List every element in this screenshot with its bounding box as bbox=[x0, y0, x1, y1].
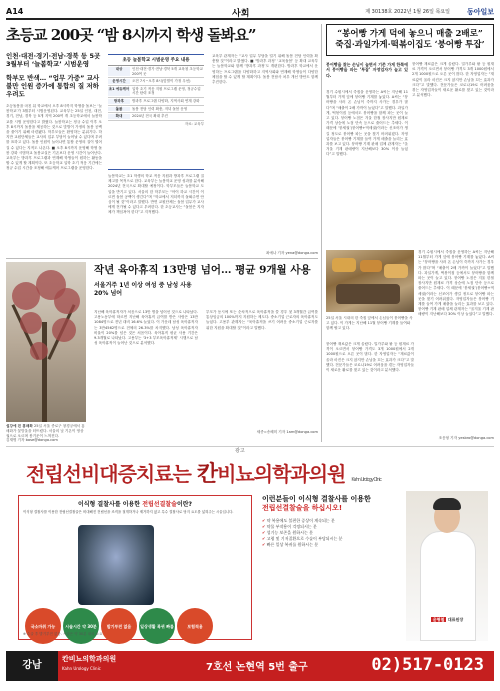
ad-footer-bar bbox=[6, 651, 494, 681]
clinic-phone[interactable]: 02)517-0123 bbox=[371, 655, 484, 675]
benefit-circle: 일상생활 복귀 빠름 bbox=[139, 608, 175, 644]
right-body-col2: 붕어빵 재료값은 크게 올랐다. 밀가루와 팥 등 원재료 가격이 오르면서 붕어빵 가격도 3개 1000원에서 2개 1000원으로 오른 곳이 많다. 한 자영업자는 “재료값이 올라 마진은 크지 않지만 손님을 끄는 효과가 크다”고 말했다. 전문가들은 코로나19로 어려움을 겪는 자영업자들이 새로운 활로를 찾고 있는 것이라고 분석했다. bbox=[412, 62, 494, 98]
checklist-item: ✔ 약물 부작용이 걱정되시는 분 bbox=[262, 524, 402, 530]
ad-tag: 광고 bbox=[232, 447, 248, 454]
mid-subhead: 서울거주 1년 이상 여성 중 남성 사용 20% 넘어 bbox=[94, 282, 192, 297]
blossom-byline: 김재명 기자 base@donga.com bbox=[6, 438, 58, 442]
doctor-name: 윤형철 대표원장 bbox=[432, 617, 464, 622]
page-number: A14 bbox=[6, 7, 24, 16]
right-body-col4: 붕어빵 재료값은 크게 올랐다. 밀가루와 팥 등 원재료 가격이 오르면서 붕어빵 가격도 3개 1000원에서 2개 1000원으로 오른 곳이 많다. 한 자영업자는 “재료값이 올라 마진은 크지 않지만 손님을 끄는 효과가 크다”고 말했다. 전문가들은 코로나19로 어려움을 겪는 자영업자들이 새로운 활로를 찾고 있는 것이라고 분석했다. bbox=[326, 342, 414, 373]
table-row: 방과후 방과후 프로그램 다양화, 지역사회 연계 강화 bbox=[108, 98, 204, 106]
table-row: 운영시간 오전 7시~오후 8시(맞벌이 가정 우선) bbox=[108, 78, 204, 86]
table-row: 초1 에듀케어 입학 초기 적응 지원 프로그램 운영, 정규수업 시간 탄력 조정 bbox=[108, 86, 204, 98]
column-divider bbox=[321, 24, 322, 442]
main-subhead-2: 학부모 반색… “업무 가중” 교사 불만 인원 증가에 통합의 질 저하 우려도 bbox=[6, 74, 100, 98]
main-body-col1: 초등돌봄을 마친 뒤 학교에서 오후 8시까지 학생을 돌보는 ‘늘봄학교’가 3월부터 시범운영된다. 교육부는 25일 인천, 대전, 경기, 전남, 경북 등 5개 지역 200여 개 초등학교에서 늘봄학교를 시범 운영한다고 밝혔다. 늘봄학교는 정규 수업 이후 오후 8시까지 돌봄을 제공하는 것으로 맞벌이 가정의 돌봄 공백을 줄이기 위해 마련됐다. 학부모들은 환영하는 분위기다. 하지만 교원단체들은 교사의 업무 부담이 늘어날 수 있다며 우려를 표하고 있다. 돌봄 인원이 늘어나면 통합 운영의 질이 떨어질 수 있다는 지적도 나온다. ■ 오후 8시까지 운영해 학생 돌봄 강화 시범학교 돌봄교실은 기존보다 운영 시간이 늘어난다. 교육부는 방과후 프로그램과 연계해 학생들이 원하는 활동을 할 수 있게 할 계획이다. 또 초등학교 입학 초기 적응 기간에는 정규 수업 시간을 조정해 에듀케어 프로그램을 운영한다. bbox=[6, 104, 102, 171]
issue-info: 제 30138호 2022년 1월 26일 목요일 bbox=[365, 9, 450, 15]
ad-question-1: 이런분들이 이식형 결찰사를 이용한 bbox=[262, 495, 371, 503]
checklist-item: ✔ 빠른 일상 복귀를 원하시는 분 bbox=[262, 542, 402, 548]
benefit-circle: 국소마취 가능 bbox=[25, 608, 61, 644]
masthead bbox=[6, 6, 494, 20]
section-label: 사회 bbox=[232, 9, 250, 19]
ad-checklist bbox=[262, 518, 402, 548]
ad-benefit-circles bbox=[25, 608, 213, 644]
main-body-col2: 늘봄학교는 초1 학생의 학교 적응 지원과 방과후 프로그램 질 제고를 목적으로 한다. 교육부는 늘봄학교 운영 성과를 분석해 2024년 전국으로 확대할 예정이다. 학부모들은 늘봄학교 도입을 반기고 있다. 서울의 한 학부모는 “아이 하교 시간이 이르면 돌봄 공백이 생긴다”며 “학교에서 저녁까지 돌봐주면 안심이 될 것”이라고 말했다. 반면 교원단체는 돌봄 업무가 교사에게 전가될 수 있다고 우려한다. 한 초등교사는 “돌봄은 지자체가 책임져야 한다”고 지적했다. bbox=[108, 174, 204, 215]
main-subhead-1: 인천·대전·경기·전남·경북 등 5곳 3월부터 ‘늘봄학교’ 시범운영 bbox=[6, 52, 101, 68]
benefit-circle: 발기부전 없음 bbox=[101, 608, 137, 644]
ad-checklist-section bbox=[262, 495, 402, 548]
clinic-advertisement[interactable] bbox=[6, 446, 494, 685]
mid-body-col2: 부모가 동시에 또는 순차적으로 육아휴직을 쓸 경우 첫 3개월간 급여를 통상임금의 100%까지 지원하는 제도다. 중소기업 근로자의 육아휴직도 늘었다. 고용부 관계자는 “육아휴직을 쓰기 어려운 중소기업 근로자를 위한 지원을 확대할 것”이라고 말했다. bbox=[206, 310, 318, 330]
table-row: 대상 인천·대전·경기·전남·경북 5개 교육청 초등학교 200여 곳 bbox=[108, 66, 204, 78]
ad-panel-footnote: ※ 수술 후 발기부전 없음. 시술은 약 30분 내외 소요 bbox=[23, 632, 103, 636]
right-lead: 붕어빵을 찾는 손님이 늘면서 기존 가게 한쪽에서 붕어빵을 파는 ‘투잡’ 자영업자가 늘고 있다. bbox=[326, 62, 408, 78]
table-caption: 초등 늘봄학교 시범운영 주요 내용 bbox=[108, 55, 204, 66]
table-source: 자료: 교육부 bbox=[184, 121, 204, 126]
right-article bbox=[326, 24, 494, 258]
table-row: 확대 2024년 전국 확대 추진 bbox=[108, 113, 204, 121]
checklist-item: ✔ 고령 및 기저질환으로 수술이 부담되시는 분 bbox=[262, 536, 402, 542]
main-byline: 최예나 기자 yena@donga.com bbox=[265, 251, 318, 255]
checklist-item: ✔ 약 복용에도 불편한 증상이 계속되는 분 bbox=[262, 518, 402, 524]
mid-byline: 세종=송혜미 기자 1am@donga.com bbox=[256, 430, 318, 434]
doctor-photo bbox=[406, 491, 488, 641]
main-body-col3: 교육부 관계자는 “교사 업무 부담을 덜기 위해 돌봄 전담 인력을 확충할 것”이라고 밝혔다. ■ ‘방과후 과정’ ‘교육돌봄’ 등 확대 교육부는 늘봄학교와 함께 ‘방과후 과정’도 개편한다. 방과후 학교에서 운영하는 프로그램을 다양화하고 지역사회와 연계해 학생들이 다양한 체험을 할 수 있게 할 계획이다. 돌봄 전담사 처우 개선 방안도 함께 추진한다. bbox=[212, 54, 318, 85]
blossom-caption-text: 25일 서울 종로구 창경궁에서 홍매화가 꽃망울을 터뜨렸다. 서울의 낮 기온이 영상권으로 오르며 봄기운이 느껴진다. bbox=[6, 424, 85, 438]
ad-question-2: 전립선결찰술을 하십시오! bbox=[262, 504, 343, 512]
checklist-item: ✔ 성기능 보존을 원하시는 분 bbox=[262, 530, 402, 536]
right-headline-2: 죽집·과일가게·떡볶이집도 ‘붕어빵 투잡’ bbox=[335, 40, 485, 50]
mid-headline: 작년 육아휴직 13만명 넘어… 평균 9개월 사용 bbox=[94, 264, 311, 276]
ad-headline: 전립선비대증치료는 칸비뇨의학과의원 Kahn Urology Clinic bbox=[26, 461, 381, 487]
right-body-col3: 경기 수원시에서 죽집을 운영하는 A씨는 지난해 11월부터 가게 앞에 붕어빵 기계를 놓았다. A씨는 “붕어빵을 사러 온 손님이 죽까지 사가는 경우가 많다”며 “매출이 2배 가까이 늘었다”고 말했다. 과일가게, 떡볶이집 등에서도 붕어빵을 함께 파는 곳이 늘고 있다. 붕어빵 노점은 겨울 한철 장사지만 원재료 가격 상승에 노점 단속 등으로 줄어드는 추세다. 이 때문에 ‘붕세권’(붕어빵+역세권)이라는 신조어가 생길 정도로 붕어빵 파는 곳을 찾기 어려워졌다. 자영업자들은 붕어빵 기계를 들여 가게 매출을 늘리는 효과를 보고 있다. 붕어빵 기계 판매 업체 관계자는 “올겨울 기계 판매량이 지난해보다 30% 이상 늘었다”고 말했다. bbox=[418, 250, 494, 317]
mid-body-col1: 지난해 육아휴직자가 처음으로 13만 명을 넘어선 것으로 나타났다. 고용노동부에 따르면 지난해 육아휴직 급여를 받은 사람은 13만1084명으로 전년 대비 16.6% 늘었다. 이 가운데 남성 육아휴직자는 3만4562명으로 전체의 26.3%를 차지했다. 남성 육아휴직자 비율이 20%를 넘은 것은 처음이다. 육아휴직 평균 사용 기간은 9.3개월로 나타났다. 고용부는 ‘3+3 부모육아휴직제’ 시행으로 남성 육아휴직이 늘어난 것으로 분석했다. bbox=[94, 310, 198, 346]
clinic-name: 칸비뇨의학과의원 Kahn Urology Clinic bbox=[62, 655, 117, 671]
clinic-location: 7호선 논현역 5번 출구 bbox=[206, 662, 308, 673]
info-table bbox=[108, 54, 204, 170]
section-divider bbox=[6, 258, 318, 259]
newspaper-brand: 동아일보 bbox=[466, 7, 494, 16]
main-headline: 초등교 200곳 “밤 8시까지 학생 돌봐요” bbox=[6, 26, 256, 44]
benefit-circle: 시술시간 약 30분 bbox=[63, 608, 99, 644]
benefit-circle: 보험적용 bbox=[177, 608, 213, 644]
clinic-logo: 강남 bbox=[6, 651, 58, 681]
right-headline-1: “봉어빵 가게 덕에 놓으니 매출 2배로” bbox=[337, 29, 483, 39]
food-photo-caption: 25일 서울 시내의 한 죽집 앞에서 손님들이 붕어빵을 사고 있다. 이 가게는 지난해 11월 붕어빵 기계를 들여와 함께 팔고 있다. bbox=[326, 316, 413, 330]
right-body-col1: 경기 수원시에서 죽집을 운영하는 A씨는 지난해 11월부터 가게 앞에 붕어빵 기계를 놓았다. A씨는 “붕어빵을 사러 온 손님이 죽까지 사가는 경우가 많다”며 “매출이 2배 가까이 늘었다”고 말했다. 과일가게, 떡볶이집 등에서도 붕어빵을 함께 파는 곳이 늘고 있다. 붕어빵 노점은 겨울 한철 장사지만 원재료 가격 상승에 노점 단속 등으로 줄어드는 추세다. 이 때문에 ‘붕세권’(붕어빵+역세권)이라는 신조어가 생길 정도로 붕어빵 파는 곳을 찾기 어려워졌다. 자영업자들은 붕어빵 기계를 들여 가게 매출을 늘리는 효과를 보고 있다. 붕어빵 기계 판매 업체 관계자는 “올겨울 기계 판매량이 지난해보다 30% 이상 늘었다”고 말했다. bbox=[326, 90, 408, 157]
prostate-xray-image bbox=[78, 525, 154, 605]
ad-panel-body: 이식형 결찰사를 이용한 전립선결찰술은 비대해진 전립선을 조직을 절개하거나 제거하지 않고 특수 결찰사로 당겨 요도를 넓혀주는 시술입니다. bbox=[23, 510, 234, 514]
right-byline: 조응형 기자 yesbro@donga.com bbox=[438, 436, 494, 440]
blossom-caption-title: 설강에 핀 홍매화 bbox=[6, 424, 33, 428]
right-headline-box bbox=[326, 24, 494, 56]
table-row: 돌봄 돌봄 전담 인력 확충, 저녁 돌봄 운영 bbox=[108, 106, 204, 114]
ad-panel-title: 이식형 결찰사를 이용한 전립선결찰술이란? bbox=[77, 501, 193, 508]
plum-blossom-photo bbox=[6, 262, 86, 422]
food-stall-photo bbox=[326, 250, 414, 312]
